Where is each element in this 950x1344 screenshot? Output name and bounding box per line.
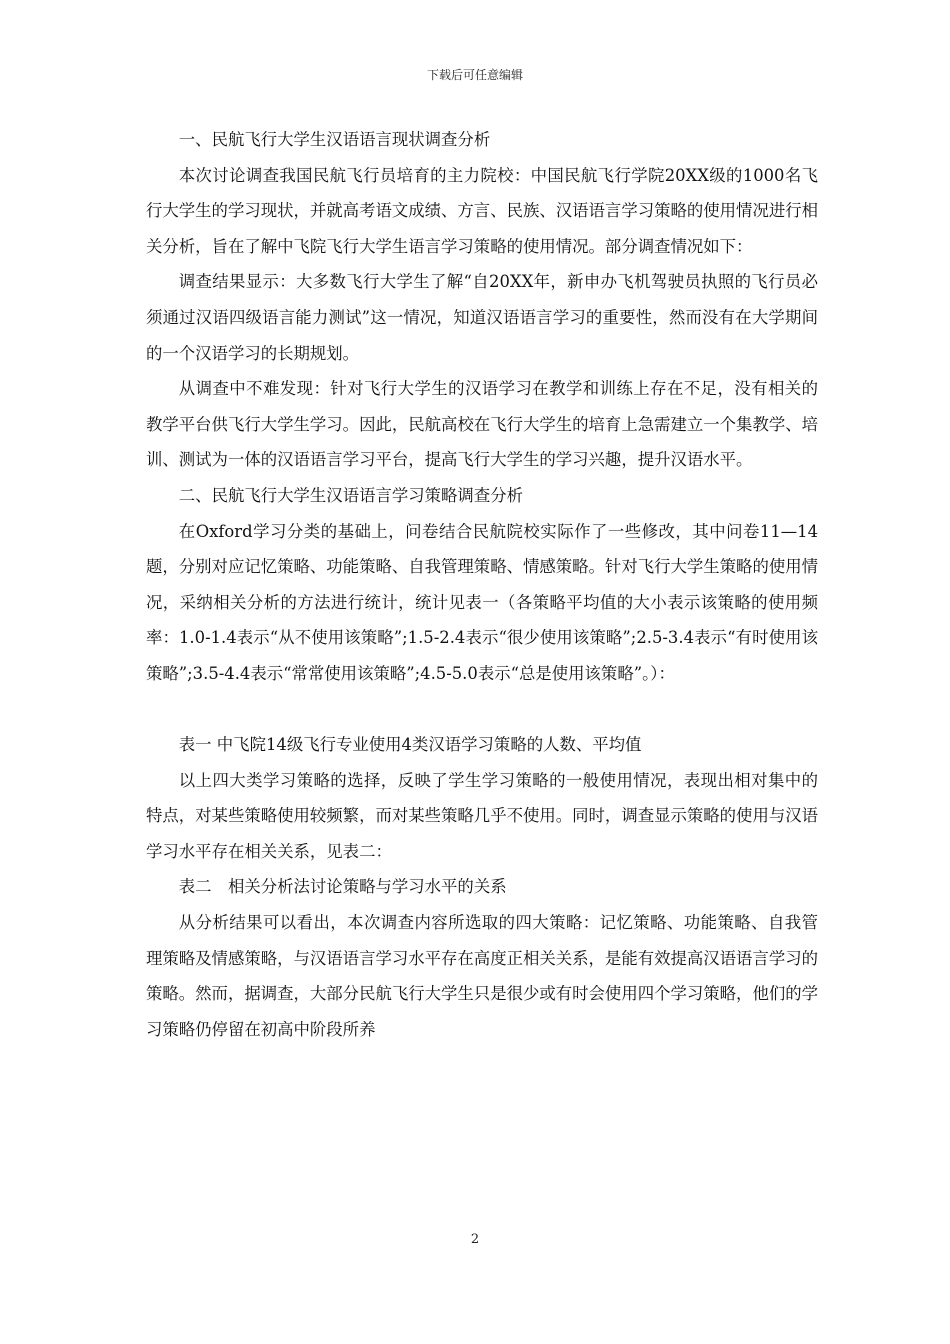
paragraph-strategy-method: 在Oxford学习分类的基础上，问卷结合民航院校实际作了一些修改，其中问卷11—14题，分别对应记忆策略、功能策略、自我管理策略、情感策略。针对飞行大学生策略的使用情况，采纳相关分析的方法进行统计，统计见表一（各策略平均值的大小表示该策略的使用频率：1.0-1.4表示“从不使用该策略”;1.5-2.4表示“很少使用该策略”;2.5-3.4表示“有时使用该策略”;3.5-4.4表示“常常使用该策略”;4.5-5.0表示“总是使用该策略”。）： [146,521,819,683]
page-header: 下载后可任意编辑 [426,68,523,82]
document-body [146,122,818,1047]
paragraph-survey-findings: 从调查中不难发现：针对飞行大学生的汉语学习在教学和训练上存在不足，没有相关的教学平台供飞行大学生学习。因此，民航高校在飞行大学生的培育上急需建立一个集教学、培训、测试为一体的汉语语言学习平台，提高飞行大学生的学习兴趣，提升汉语水平。 [146,379,819,470]
paragraph-strategy-summary: 以上四大类学习策略的选择，反映了学生学习策略的一般使用情况，表现出相对集中的特点，对某些策略使用较频繁，而对某些策略几乎不使用。同时，调查显示策略的使用与汉语学习水平存在相关关系，见表二： [146,770,819,861]
table-2-caption: 表二 相关分析法讨论策略与学习水平的关系 [178,877,507,897]
table-1-placeholder [146,692,818,728]
paragraph-analysis-conclusion: 从分析结果可以看出，本次调查内容所选取的四大策略：记忆策略、功能策略、自我管理策略及情感策略，与汉语语言学习水平存在高度正相关关系，是能有效提高汉语语言学习的策略。然而，据调查，大部分民航飞行大学生只是很少或有时会使用四个学习策略，他们的学习策略仍停留在初高中阶段所养 [146,913,819,1039]
section-heading-2: 二、民航飞行大学生汉语语言学习策略调查分析 [178,485,523,505]
paragraph-survey-result: 调查结果显示：大多数飞行大学生了解“自20XX年，新申办飞机驾驶员执照的飞行员必须通过汉语四级语言能力测试”这一情况，知道汉语语言学习的重要性，然而没有在大学期间的一个汉语学习的长期规划。 [146,272,818,363]
page-number: 2 [470,1232,480,1247]
paragraph-survey-intro: 本次讨论调查我国民航飞行员培育的主力院校：中国民航飞行学院20XX级的1000名飞行大学生的学习现状，并就高考语文成绩、方言、民族、汉语语言学习策略的使用情况进行相关分析，旨在了解中飞院飞行大学生语言学习策略的使用情况。部分调查情况如下： [146,165,819,256]
section-heading-1: 一、民航飞行大学生汉语语言现状调查分析 [178,130,491,149]
table-1-caption: 表一 中飞院14级飞行专业使用4类汉语学习策略的人数、平均值 [178,735,642,755]
